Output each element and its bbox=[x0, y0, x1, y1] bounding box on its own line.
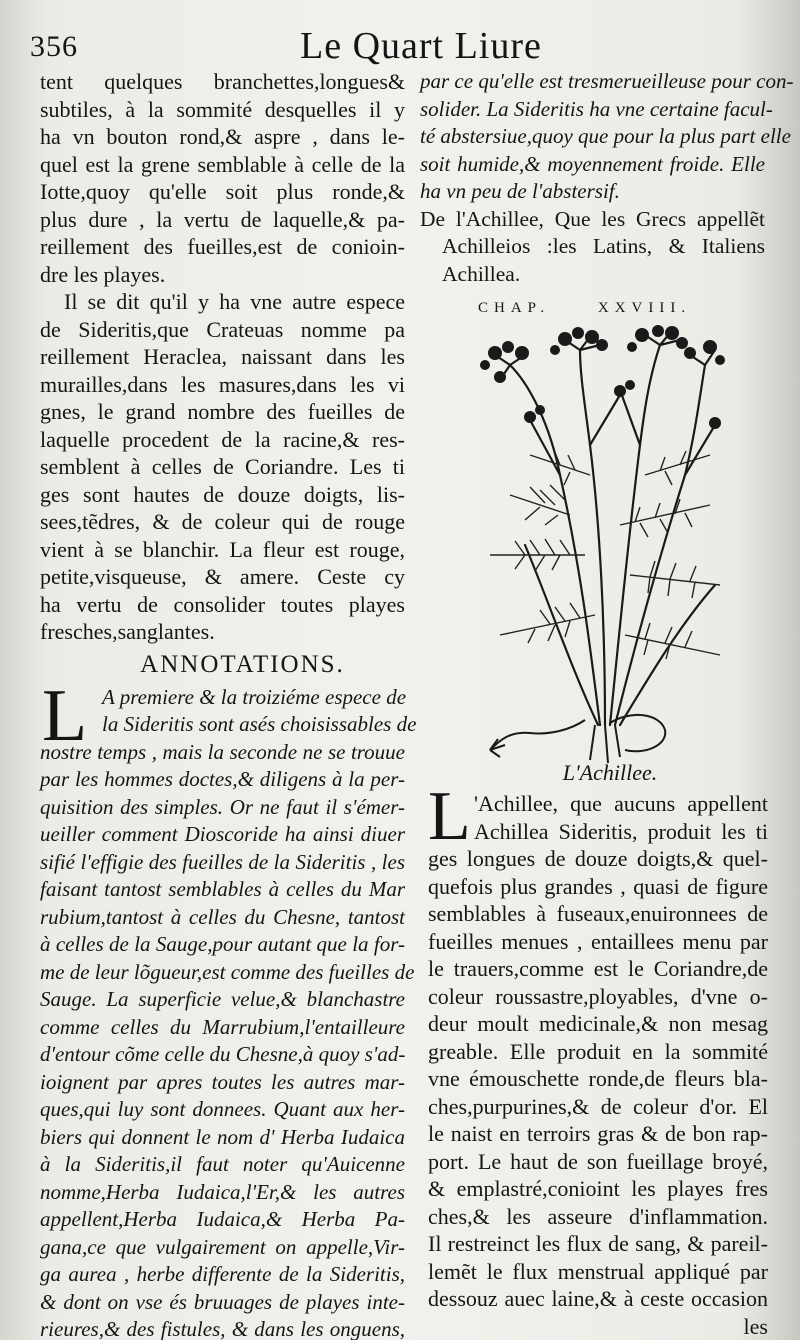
figure-caption: L'Achillee. bbox=[562, 760, 658, 785]
text-line: tent quelques branchettes,longues& bbox=[40, 69, 405, 94]
catchword: les bbox=[743, 1313, 768, 1339]
text-line: ques,qui luy sont donnees. Quant aux her- bbox=[40, 1097, 405, 1121]
text-line: dessouz auec laine,& à ceste occasion bbox=[428, 1286, 768, 1311]
text-line: sifié l'effigie des fueilles de la Sideritis , les bbox=[40, 849, 405, 874]
text-line: lemẽt le flux menstrual appliqué par bbox=[428, 1258, 768, 1284]
text-line: le trauers,comme est le Coriandre,de bbox=[428, 956, 768, 981]
annotations-heading: ANNOTATIONS. bbox=[140, 650, 345, 678]
text-line: ga aurea , herbe differente de la Sideritis, bbox=[40, 1262, 405, 1286]
text-line: ha vn bouton rond,& aspre , dans le- bbox=[40, 124, 405, 149]
page-header bbox=[0, 18, 800, 68]
text-line: & emplastré,conioint les playes fres bbox=[428, 1176, 768, 1201]
text-line: & dont on vse és bruuages de playes inte- bbox=[40, 1289, 405, 1314]
text-line: té abstersiue,quoy que pour la plus part elle bbox=[420, 124, 791, 148]
text-line: fresches,sanglantes. bbox=[40, 619, 215, 644]
text-line: Il se dit qu'il y ha vne autre espece bbox=[64, 289, 405, 314]
text-line: appellent,Herba Iudaica,& Herba Pa- bbox=[40, 1207, 405, 1231]
text-line: Sauge. La superficie velue,& blanchastre bbox=[40, 987, 405, 1011]
text-line: reillement des fueilles,est de conioin- bbox=[40, 234, 405, 259]
section-subheading bbox=[420, 206, 765, 289]
page-number: 356 bbox=[30, 30, 78, 63]
right-column-top bbox=[420, 68, 794, 288]
text-line: ges sont hautes de douze doigts, lis- bbox=[40, 481, 405, 507]
text-line: ueiller comment Dioscoride ha ainsi diuer bbox=[40, 822, 405, 846]
text-line: reillement Heraclea, naissant dans les bbox=[40, 344, 405, 369]
text-line: port. Le haut de son fueillage broyé, bbox=[428, 1148, 768, 1174]
chapter-heading bbox=[478, 300, 718, 317]
text-line: Iotte,quoy qu'elle soit plus ronde,& bbox=[40, 179, 405, 204]
text-line: me de leur lõgueur,est comme des fueilles de bbox=[40, 959, 415, 984]
text-line: ha vn peu de l'abstersif. bbox=[420, 179, 620, 203]
text-line: quisition des simples. Or ne faut il s'émer- bbox=[40, 794, 405, 819]
text-line: gnes, le grand nombre des fueilles de bbox=[40, 399, 405, 424]
achillee-dropcap-block bbox=[428, 778, 768, 855]
text-line: semblables à fuseaux,enuironnees de bbox=[428, 901, 768, 926]
text-line: ges longues de douze doigts,& quel- bbox=[428, 846, 768, 871]
text-line: vient à se blanchir. La fleur est rouge, bbox=[40, 536, 405, 562]
text-line: par les hommes doctes,& diligens à la per- bbox=[40, 767, 405, 791]
text-line: rieures,& des fistules, & dans les onguens, bbox=[40, 1317, 405, 1340]
text-line: faisant tantost semblables à celles du Mar bbox=[40, 877, 405, 901]
text-line: par ce qu'elle est tresmerueilleuse pour con- bbox=[420, 69, 794, 93]
text-line: plus dure , la vertu de laquelle,& pa- bbox=[40, 206, 405, 232]
text-line: vne émouschette ronde,de fleurs bla- bbox=[428, 1066, 768, 1091]
text-line: Achillea. bbox=[442, 261, 521, 286]
text-line: gana,ce que vulgairement on appelle,Vir- bbox=[40, 1234, 405, 1259]
text-line: subtiles, à la sommité desquelles il y bbox=[40, 96, 405, 122]
text-line: Achillea Sideritis, produit les ti bbox=[474, 818, 768, 844]
text-line: solider. La Sideritis ha vne certaine facul- bbox=[420, 96, 773, 121]
text-line: Il restreinct les flux de sang, & pareil- bbox=[428, 1231, 768, 1256]
text-line: à la Sideritis,il faut noter qu'Auicenne bbox=[40, 1152, 405, 1176]
chapter-number: XXVIII. bbox=[597, 300, 692, 316]
text-line: greable. Elle produit en la sommité bbox=[428, 1038, 768, 1064]
text-line: rubium,tantost à celles du Chesne, tantost bbox=[40, 904, 405, 929]
chapter-label: CHAP. bbox=[478, 300, 551, 316]
text-line: laquelle procedent de la racine,& res- bbox=[40, 426, 405, 452]
achillea-plant-woodcut-icon bbox=[470, 325, 732, 765]
text-line: nostre temps , mais la seconde ne se trouue bbox=[40, 739, 405, 764]
paragraph-other-species bbox=[40, 288, 405, 646]
text-line: à celles de la Sauge,pour autant que la for- bbox=[40, 932, 405, 956]
annotations-continuation bbox=[420, 68, 794, 206]
right-column-bottom bbox=[428, 778, 768, 1340]
text-line: quefois plus grandes , quasi de figure bbox=[428, 873, 768, 899]
text-line: ioignent par apres toutes les autres mar- bbox=[40, 1069, 405, 1094]
text-line: coleur roussastre,ployables, d'vne o- bbox=[428, 983, 768, 1009]
text-line: murailles,dans les masures,dans les vi bbox=[40, 371, 405, 397]
text-line: petite,visqueuse, & amere. Ceste cy bbox=[40, 564, 405, 589]
text-line: 'Achillee, que aucuns appellent bbox=[474, 791, 768, 816]
text-line: biers qui donnent le nom d' Herba Iudaica bbox=[40, 1124, 405, 1149]
text-line: ches,purpurines,& de coleur d'or. El bbox=[428, 1093, 768, 1119]
text-line: A premiere & la troiziéme espece de bbox=[102, 684, 407, 709]
text-line: Achilleios :les Latins, & Italiens bbox=[442, 234, 765, 258]
text-line: comme celles du Marrubium,l'entailleure bbox=[40, 1014, 405, 1039]
annotations-body bbox=[40, 674, 417, 1340]
drop-cap: L bbox=[42, 674, 88, 757]
text-line: la Sideritis sont asés choisissables de bbox=[102, 712, 417, 736]
text-line: nomme,Herba Iudaica,l'Er,& les autres bbox=[40, 1179, 405, 1204]
running-title: Le Quart Liure bbox=[300, 25, 542, 67]
text-line: De l'Achillee, Que les Grecs appellẽt bbox=[420, 206, 765, 231]
left-column bbox=[40, 68, 417, 1340]
text-line: fueilles menues , entaillees menu par bbox=[428, 928, 768, 954]
text-line: d'entour cõme celle du Chesne,à quoy s'ad- bbox=[40, 1042, 406, 1066]
drop-cap: L bbox=[428, 778, 471, 855]
paragraph-sideritis-description bbox=[40, 68, 405, 288]
text-line: soit humide,& moyennement froide. Elle bbox=[420, 151, 765, 176]
text-line: quel est la grene semblable à celle de la bbox=[40, 151, 405, 177]
text-line: dre les playes. bbox=[40, 261, 166, 287]
text-line: de Sideritis,que Crateuas nomme pa bbox=[40, 316, 405, 342]
text-line: sees,tẽdres, & de coleur qui de rouge bbox=[40, 509, 405, 534]
text-line: ches,& les asseure d'inflammation. bbox=[428, 1203, 768, 1229]
text-line: deur moult medicinale,& non mesag bbox=[428, 1011, 768, 1036]
text-line: semblent à celles de Coriandre. Les ti bbox=[40, 454, 405, 479]
text-line: le naist en terroirs gras & de bon rap- bbox=[428, 1121, 768, 1146]
text-line: ha vertu de consolider toutes playes bbox=[40, 591, 405, 617]
